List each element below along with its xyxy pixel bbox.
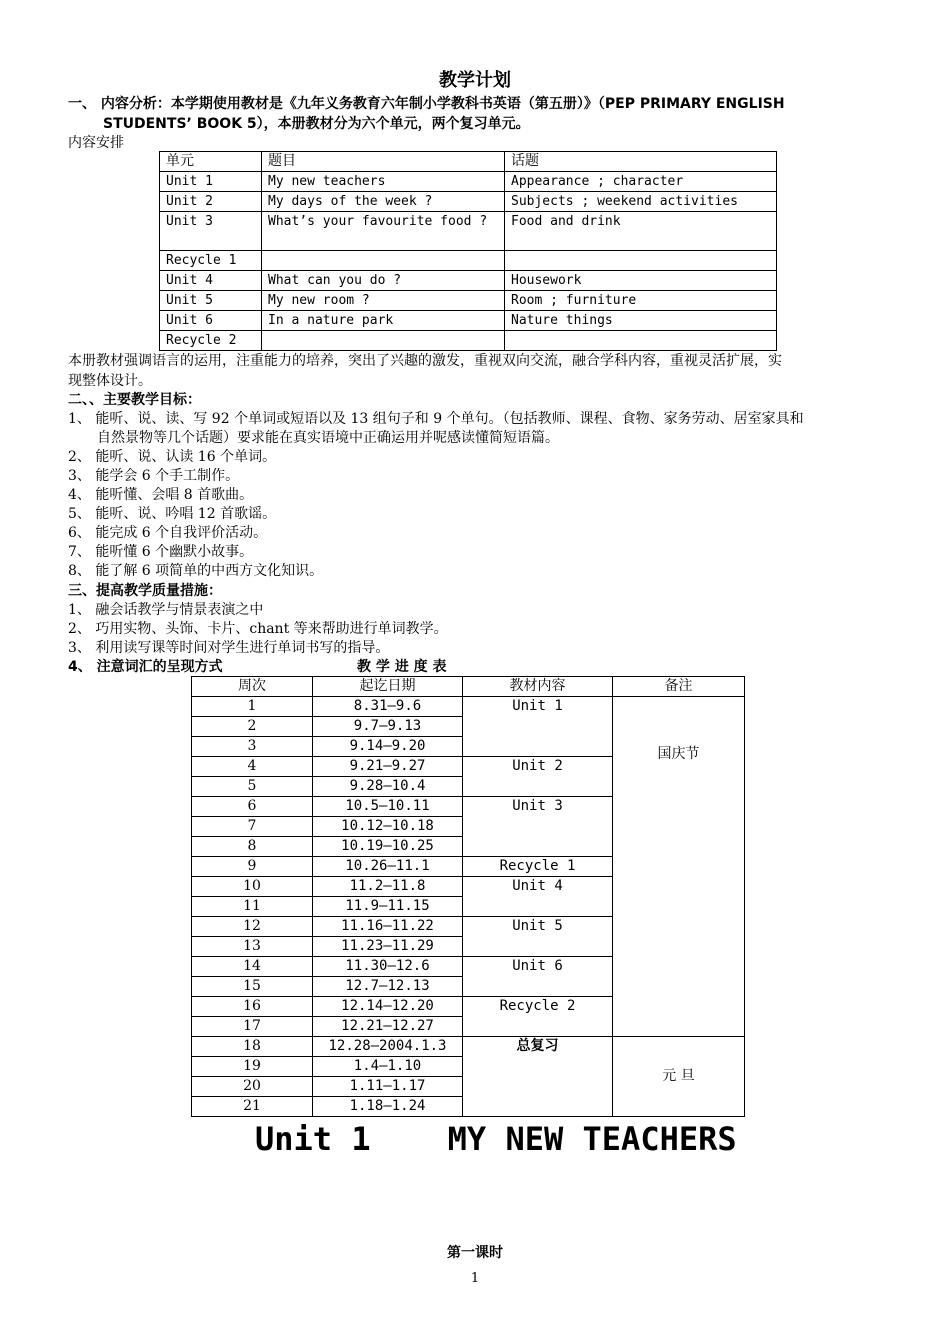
table-row — [160, 251, 777, 271]
schedule-table — [191, 676, 745, 1117]
goal-item: 8、 能了解 6 项简单的中西方文化知识。 — [68, 563, 324, 579]
goal-item: 3、 能学会 6 个手工制作。 — [68, 468, 240, 484]
content-cell: Unit 1 — [463, 697, 613, 757]
week-cell: 21 — [192, 1097, 313, 1117]
date-cell: 10.5—10.11 — [313, 797, 463, 817]
cell-topic: Subjects ; weekend activities — [505, 192, 777, 212]
section1-line2: STUDENTS’ BOOK 5），本册教材分为六个单元，两个复习单元。 — [103, 116, 530, 132]
week-cell: 11 — [192, 897, 313, 917]
table-row — [160, 212, 777, 251]
page-title: 教学计划 — [439, 70, 511, 91]
week-cell: 2 — [192, 717, 313, 737]
week-cell: 12 — [192, 917, 313, 937]
cell-unit: Unit 5 — [160, 291, 262, 311]
content-cell: Unit 6 — [463, 957, 613, 997]
date-cell: 9.28—10.4 — [313, 777, 463, 797]
week-cell: 1 — [192, 697, 313, 717]
cell-topic: Housework — [505, 271, 777, 291]
date-cell: 12.21—12.27 — [313, 1017, 463, 1037]
header-unit: 单元 — [160, 152, 262, 172]
cell-topic: Appearance ; character — [505, 172, 777, 192]
goal-item: 自然景物等几个话题）要求能在真实语境中正确运用并呢感读懂简短语篇。 — [97, 430, 559, 446]
unit-heading: Unit 1 MY NEW TEACHERS — [255, 1120, 737, 1158]
week-cell: 15 — [192, 977, 313, 997]
table-row — [160, 331, 777, 351]
header-remarks: 备注 — [613, 677, 745, 697]
cell-title: What’s your favourite food ? — [262, 212, 505, 251]
remark-text: 国庆节 — [657, 746, 700, 762]
cell-unit: Unit 1 — [160, 172, 262, 192]
content-table-header — [160, 152, 777, 172]
date-cell: 1.4—1.10 — [313, 1057, 463, 1077]
week-cell: 16 — [192, 997, 313, 1017]
remark-national-day — [613, 697, 745, 1037]
goal-item: 6、 能完成 6 个自我评价活动。 — [68, 525, 268, 541]
summary-line1: 本册教材强调语言的运用，注重能力的培养，突出了兴趣的激发，重视双向交流，融合学科内容，重视灵活扩展，实 — [68, 353, 782, 369]
header-content: 教材内容 — [463, 677, 613, 697]
table-row — [160, 291, 777, 311]
header-subject: 话题 — [505, 152, 777, 172]
date-cell: 10.12—10.18 — [313, 817, 463, 837]
goal-item: 5、 能听、说、吟唱 12 首歌谣。 — [68, 506, 277, 522]
content-cell: Unit 4 — [463, 877, 613, 917]
content-table — [159, 151, 777, 351]
date-cell: 11.9—11.15 — [313, 897, 463, 917]
cell-title: My new room ? — [262, 291, 505, 311]
section1-line1: 一、 内容分析：本学期使用教材是《九年义务教育六年制小学教科书英语（第五册）》（PEP PRIMARY ENGLISH — [68, 96, 785, 112]
cell-topic: Room ; furniture — [505, 291, 777, 311]
date-cell: 11.2—11.8 — [313, 877, 463, 897]
header-week: 周次 — [192, 677, 313, 697]
date-cell: 10.19—10.25 — [313, 837, 463, 857]
table-row — [160, 271, 777, 291]
table-row — [160, 311, 777, 331]
date-cell: 1.18—1.24 — [313, 1097, 463, 1117]
date-cell: 9.14—9.20 — [313, 737, 463, 757]
cell-topic — [505, 251, 777, 271]
cell-topic: Nature things — [505, 311, 777, 331]
content-cell: Unit 2 — [463, 757, 613, 797]
table-row — [192, 1037, 745, 1057]
week-cell: 3 — [192, 737, 313, 757]
date-cell: 10.26—11.1 — [313, 857, 463, 877]
cell-title: My days of the week ? — [262, 192, 505, 212]
lesson-heading: 第一课时 — [447, 1245, 503, 1261]
goal-item: 7、 能听懂 6 个幽默小故事。 — [68, 544, 254, 560]
date-cell: 8.31—9.6 — [313, 697, 463, 717]
page-number: 1 — [470, 1271, 480, 1286]
measure-item: 2、 巧用实物、头饰、卡片、chant 等来帮助进行单词教学。 — [68, 621, 448, 637]
content-cell: 总复习 — [463, 1037, 613, 1117]
arrangement-label: 内容安排 — [68, 135, 124, 151]
measure-item: 1、 融会话教学与情景表演之中 — [68, 602, 264, 618]
date-cell: 9.7—9.13 — [313, 717, 463, 737]
week-cell: 17 — [192, 1017, 313, 1037]
table-row — [192, 697, 745, 717]
cell-title: My new teachers — [262, 172, 505, 192]
cell-topic: Food and drink — [505, 212, 777, 251]
week-cell: 4 — [192, 757, 313, 777]
date-cell: 11.23—11.29 — [313, 937, 463, 957]
cell-title: In a nature park — [262, 311, 505, 331]
week-cell: 7 — [192, 817, 313, 837]
date-cell: 1.11—1.17 — [313, 1077, 463, 1097]
header-topic: 题目 — [262, 152, 505, 172]
cell-title: What can you do ? — [262, 271, 505, 291]
goal-item: 1、 能听、说、读、写 92 个单词或短语以及 13 组句子和 9 个单句。（包括教师、课程、食物、家务劳动、居室家具和 — [68, 411, 804, 427]
goal-item: 4、 能听懂、会唱 8 首歌曲。 — [68, 487, 254, 503]
week-cell: 5 — [192, 777, 313, 797]
content-cell: Recycle 1 — [463, 857, 613, 877]
week-cell: 18 — [192, 1037, 313, 1057]
date-cell: 11.30—12.6 — [313, 957, 463, 977]
section2-heading: 二、、主要教学目标： — [68, 392, 201, 408]
schedule-title: 教 学 进 度 表 — [357, 659, 447, 675]
measure-item: 4、 注意词汇的呈现方式 — [68, 659, 223, 675]
date-cell: 12.28—2004.1.3 — [313, 1037, 463, 1057]
cell-title — [262, 331, 505, 351]
content-cell: Recycle 2 — [463, 997, 613, 1037]
measure-item: 3、 利用读写课等时间对学生进行单词书写的指导。 — [68, 640, 390, 656]
date-cell: 12.7—12.13 — [313, 977, 463, 997]
section3-heading: 三、提高教学质量措施： — [68, 583, 222, 599]
cell-unit: Unit 4 — [160, 271, 262, 291]
cell-unit: Unit 2 — [160, 192, 262, 212]
date-cell: 9.21—9.27 — [313, 757, 463, 777]
cell-unit: Unit 3 — [160, 212, 262, 251]
schedule-header — [192, 677, 745, 697]
week-cell: 9 — [192, 857, 313, 877]
cell-title — [262, 251, 505, 271]
week-cell: 13 — [192, 937, 313, 957]
date-cell: 12.14—12.20 — [313, 997, 463, 1017]
week-cell: 6 — [192, 797, 313, 817]
cell-topic — [505, 331, 777, 351]
cell-unit: Recycle 2 — [160, 331, 262, 351]
week-cell: 10 — [192, 877, 313, 897]
week-cell: 20 — [192, 1077, 313, 1097]
week-cell: 14 — [192, 957, 313, 977]
summary-line2: 现整体设计。 — [68, 373, 152, 389]
week-cell: 8 — [192, 837, 313, 857]
cell-unit: Unit 6 — [160, 311, 262, 331]
remark-new-year — [613, 1037, 745, 1117]
date-cell: 11.16—11.22 — [313, 917, 463, 937]
content-cell: Unit 5 — [463, 917, 613, 957]
content-cell: Unit 3 — [463, 797, 613, 857]
remark-text: 元 旦 — [662, 1068, 695, 1084]
goal-item: 2、 能听、说、认读 16 个单词。 — [68, 449, 277, 465]
table-row — [160, 192, 777, 212]
week-cell: 19 — [192, 1057, 313, 1077]
table-row — [160, 172, 777, 192]
cell-unit: Recycle 1 — [160, 251, 262, 271]
header-dates: 起讫日期 — [313, 677, 463, 697]
